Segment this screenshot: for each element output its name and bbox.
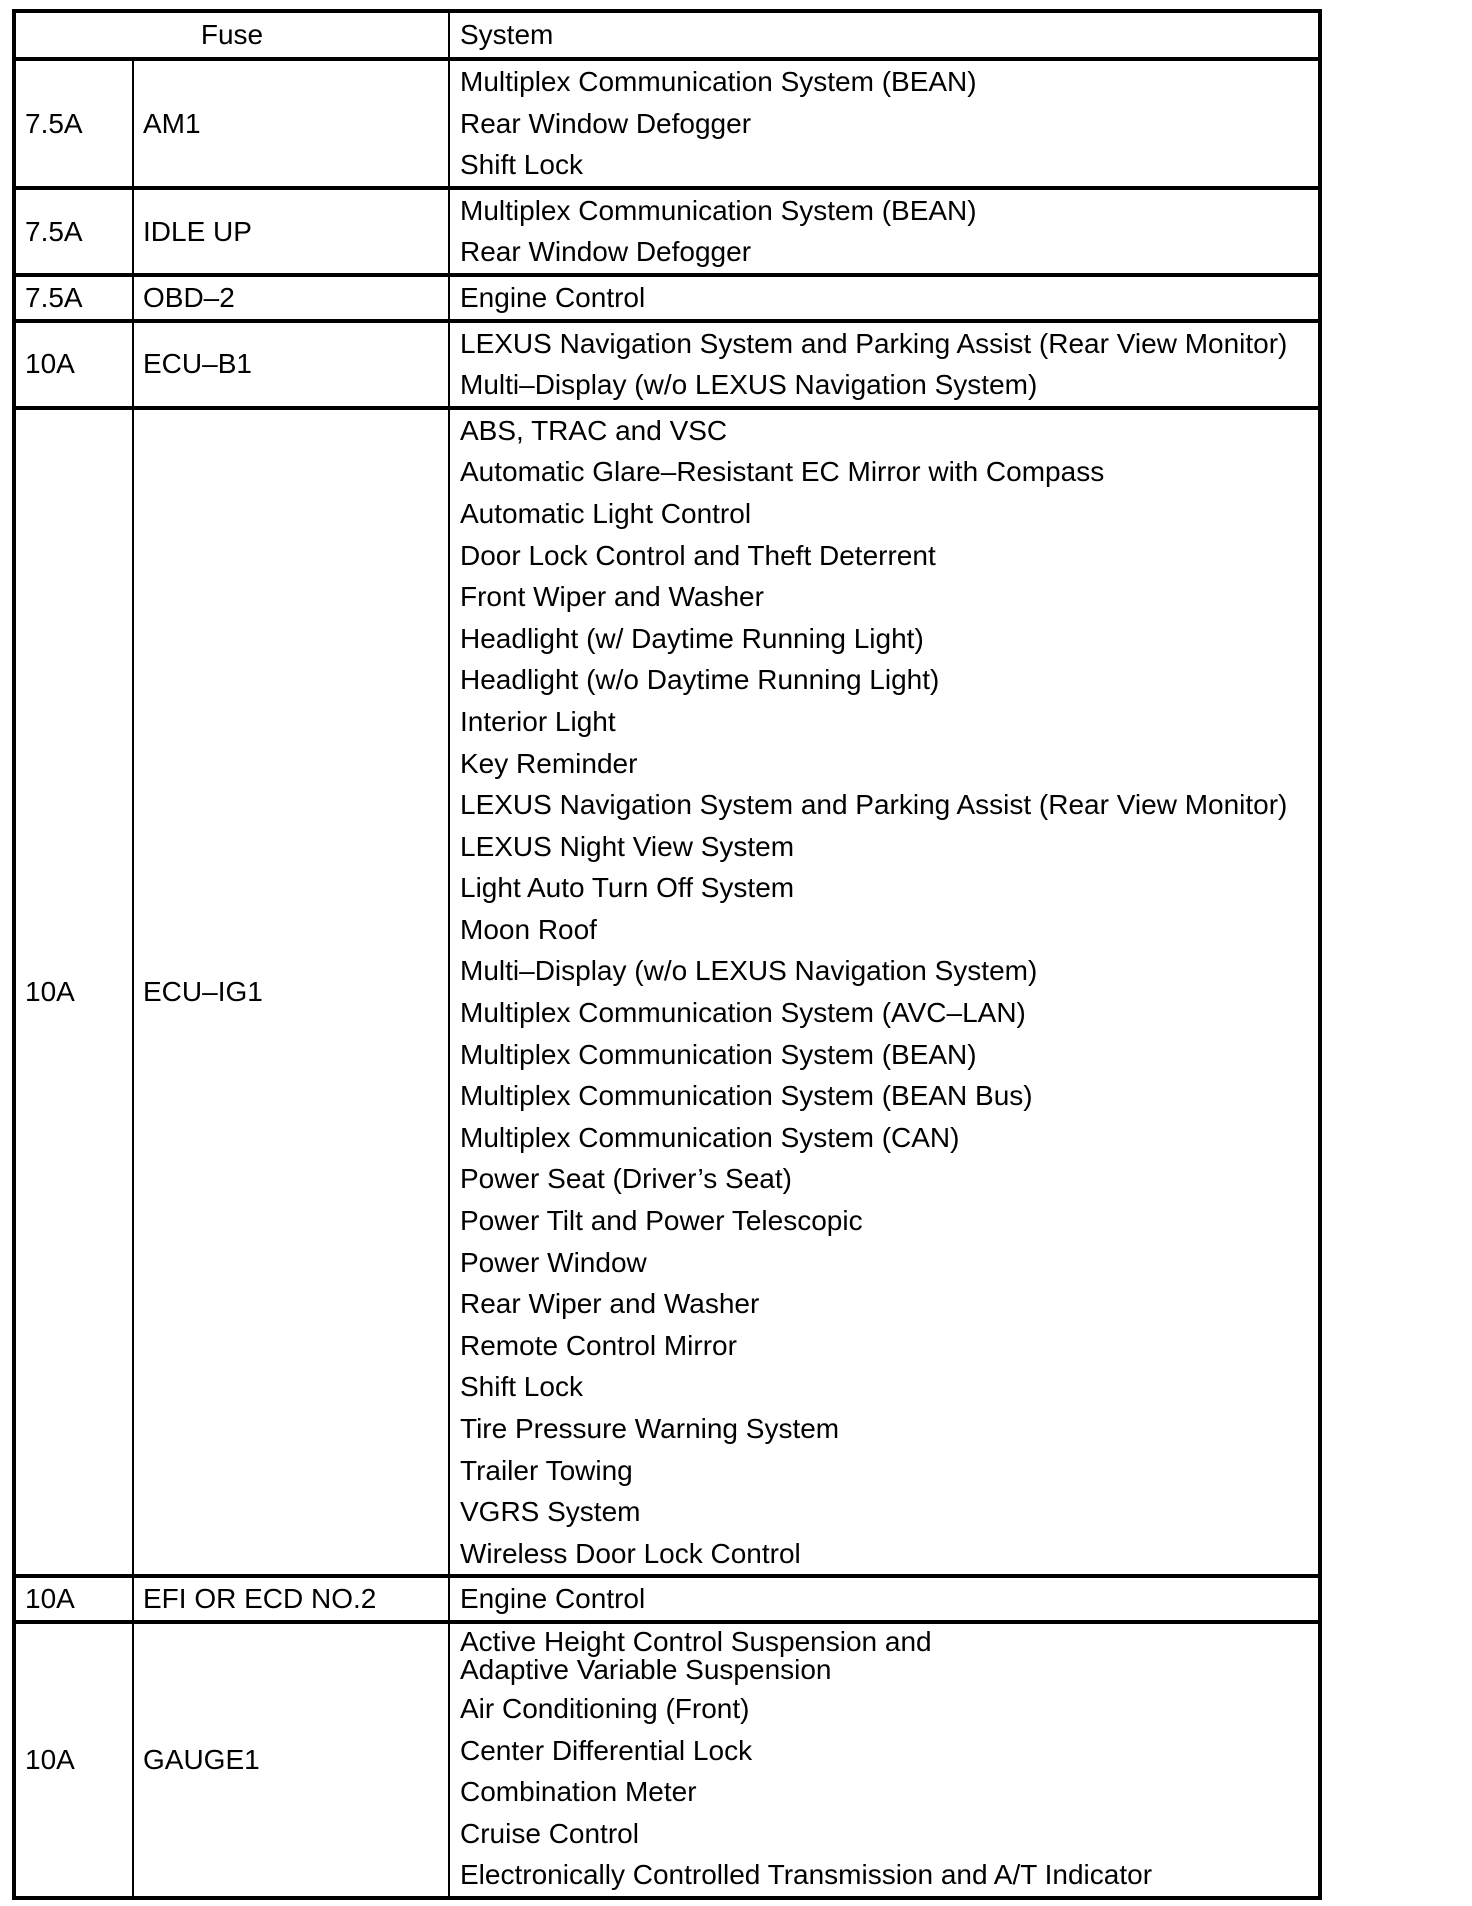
fuse-rating: 10A xyxy=(14,1622,133,1898)
system-item: Key Reminder xyxy=(460,747,638,779)
fuse-name: AM1 xyxy=(133,59,449,188)
system-item: Headlight (w/o Daytime Running Light) xyxy=(460,664,940,696)
fuse-rating: 7.5A xyxy=(14,59,133,188)
table-row xyxy=(14,321,1320,408)
system-item: Tire Pressure Warning System xyxy=(460,1413,840,1444)
system-item: Front Wiper and Washer xyxy=(460,581,764,613)
system-item: Air Conditioning (Front) xyxy=(460,1692,750,1724)
system-list xyxy=(449,321,1320,408)
fuse-name: OBD–2 xyxy=(133,275,449,321)
system-item: Multi–Display (w/o LEXUS Navigation System) xyxy=(460,955,1038,987)
fuse-name: EFI OR ECD NO.2 xyxy=(133,1576,449,1622)
system-item: Multiplex Communication System (BEAN Bus) xyxy=(460,1080,1033,1112)
system-item: Engine Control xyxy=(460,1583,646,1615)
system-item: Power Tilt and Power Telescopic xyxy=(460,1205,863,1237)
fuse-header: Fuse xyxy=(14,11,449,59)
system-item: Trailer Towing xyxy=(460,1454,633,1486)
system-item: Automatic Light Control xyxy=(460,497,752,529)
system-item: Multiplex Communication System (AVC–LAN) xyxy=(460,997,1026,1029)
system-item: Light Auto Turn Off System xyxy=(460,872,795,904)
table-row xyxy=(14,1576,1320,1622)
system-item: Rear Window Defogger xyxy=(460,107,752,139)
system-item: Cruise Control xyxy=(460,1817,639,1849)
system-item: Interior Light xyxy=(460,705,616,737)
system-list xyxy=(449,188,1320,275)
system-item: Shift Lock xyxy=(460,149,583,181)
system-item: Multiplex Communication System (CAN) xyxy=(460,1121,960,1153)
system-item: Combination Meter xyxy=(460,1776,697,1808)
system-item: Moon Roof xyxy=(460,913,597,945)
system-item: Automatic Glare–Resistant EC Mirror with Compass xyxy=(460,456,1105,488)
system-item: Wireless Door Lock Control xyxy=(460,1537,801,1569)
system-item: Power Window xyxy=(460,1246,647,1278)
system-item: Electronically Controlled Transmission and A/T Indicator xyxy=(460,1859,1153,1891)
system-item: LEXUS Navigation System and Parking Assist (Rear View Monitor) xyxy=(460,327,1288,359)
system-item: ABS, TRAC and VSC xyxy=(460,414,728,446)
system-item: Adaptive Variable Suspension xyxy=(460,1653,832,1685)
fuse-rating: 7.5A xyxy=(14,188,133,275)
system-list xyxy=(449,1622,1320,1898)
system-item: Multi–Display (w/o LEXUS Navigation System) xyxy=(460,369,1038,401)
fuse-rating: 7.5A xyxy=(14,275,133,321)
fuse-table xyxy=(12,9,1322,1900)
fuse-name: GAUGE1 xyxy=(133,1622,449,1898)
system-item: Shift Lock xyxy=(460,1371,583,1403)
table-row xyxy=(14,59,1320,188)
header-row xyxy=(14,11,1320,59)
system-list xyxy=(449,59,1320,188)
system-item: Rear Window Defogger xyxy=(460,236,752,268)
system-header: System xyxy=(449,11,1320,59)
system-list xyxy=(449,1576,1320,1622)
fuse-rating: 10A xyxy=(14,321,133,408)
fuse-name: IDLE UP xyxy=(133,188,449,275)
system-item: Multiplex Communication System (BEAN) xyxy=(460,66,977,97)
system-item: Remote Control Mirror xyxy=(460,1329,737,1361)
table-row xyxy=(14,188,1320,275)
system-item: Engine Control xyxy=(460,281,646,313)
system-item: Headlight (w/ Daytime Running Light) xyxy=(460,622,924,654)
system-item: Active Height Control Suspension and xyxy=(460,1625,932,1657)
fuse-name: ECU–B1 xyxy=(133,321,449,408)
system-item: Multiplex Communication System (BEAN) xyxy=(460,1038,977,1070)
fuse-rating: 10A xyxy=(14,408,133,1577)
system-list xyxy=(449,275,1320,321)
fuse-body xyxy=(14,59,1320,1898)
system-item: VGRS System xyxy=(460,1496,641,1528)
system-item: Rear Wiper and Washer xyxy=(460,1288,760,1320)
table-row xyxy=(14,408,1320,1577)
system-item: Door Lock Control and Theft Deterrent xyxy=(460,539,936,571)
system-item: Center Differential Lock xyxy=(460,1734,753,1766)
system-list xyxy=(449,408,1320,1577)
system-item: Multiplex Communication System (BEAN) xyxy=(460,194,977,226)
table-row xyxy=(14,275,1320,321)
system-item: LEXUS Navigation System and Parking Assist (Rear View Monitor) xyxy=(460,789,1288,821)
system-item: Power Seat (Driver’s Seat) xyxy=(460,1163,792,1195)
fuse-name: ECU–IG1 xyxy=(133,408,449,1577)
fuse-rating: 10A xyxy=(14,1576,133,1622)
system-item: LEXUS Night View System xyxy=(460,830,795,862)
table-row xyxy=(14,1622,1320,1898)
